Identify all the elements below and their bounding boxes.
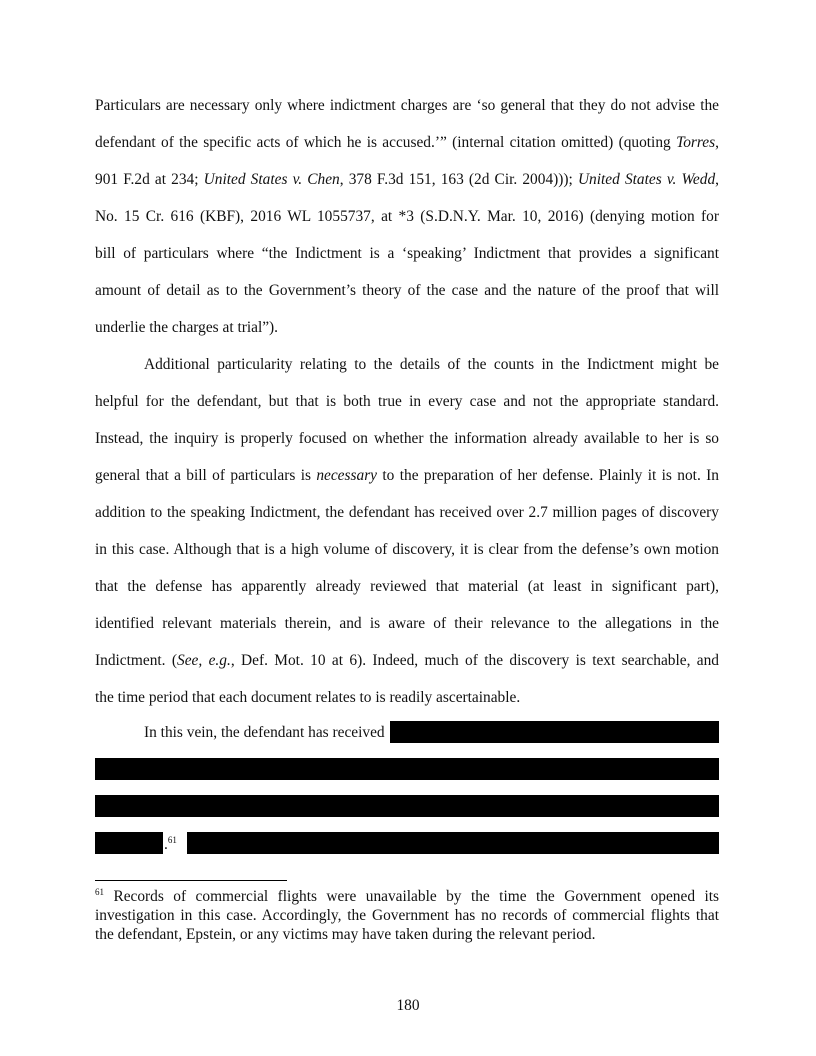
text-run: , 378 F.3d 151, 163 (2d Cir. 2004))); xyxy=(339,171,578,188)
text-run: general that a bill of particulars is xyxy=(95,467,317,484)
footnote-line: investigation in this case. Accordingly, the Government has no records of commercial flights that xyxy=(95,907,719,924)
redaction-block xyxy=(95,758,719,780)
text-run: defendant of the specific acts of which he is accused.’” (internal citation omitted) (quoting xyxy=(95,134,677,151)
case-name: United States v. Chen xyxy=(203,171,340,188)
text-run: , xyxy=(715,134,719,151)
emphasis: necessary xyxy=(316,467,378,484)
body-line: Additional particularity relating to the details of the counts in the Indictment might be xyxy=(144,356,719,373)
text-run: 901 F.2d at 234; xyxy=(95,171,204,188)
body-line: In this vein, the defendant has received xyxy=(144,724,385,741)
footnote-line: the defendant, Epstein, or any victims may have taken during the relevant period. xyxy=(95,926,596,943)
body-line: the time period that each document relates to is readily ascertainable. xyxy=(95,689,521,706)
redaction-block xyxy=(187,832,719,854)
body-line: underlie the charges at trial”). xyxy=(95,319,279,336)
case-name: Torres xyxy=(676,134,716,151)
body-line: Particulars are necessary only where indictment charges are ‘so general that they do not advise the xyxy=(95,97,719,114)
body-line: amount of detail as to the Government’s theory of the case and the nature of the proof that will xyxy=(95,282,719,299)
body-line: identified relevant materials therein, and is aware of their relevance to the allegations in the xyxy=(95,615,719,632)
case-name: United States v. Wedd xyxy=(577,171,716,188)
footnote-ref-number[interactable]: 61 xyxy=(167,835,177,845)
body-line: that the defense has apparently already reviewed that material (at least in significant part), xyxy=(95,578,719,595)
text-run: Indictment. ( xyxy=(95,652,178,669)
citation-signal: See, e.g. xyxy=(177,652,231,669)
body-line: in this case. Although that is a high volume of discovery, it is clear from the defense’s own motion xyxy=(95,541,719,558)
text-run: Records of commercial flights were unavailable by the time the Government opened its xyxy=(113,888,719,905)
body-line xyxy=(95,170,719,190)
page-number: 180 xyxy=(396,997,420,1014)
body-line: helpful for the defendant, but that is both true in every case and not the appropriate standard. xyxy=(95,393,719,410)
body-line xyxy=(95,651,719,671)
redaction-block xyxy=(95,795,719,817)
text-run: , Def. Mot. 10 at 6). Indeed, much of the discovery is text searchable, and xyxy=(230,652,720,669)
period: . xyxy=(164,836,168,853)
footnote-line xyxy=(95,888,719,906)
text-run: to the preparation of her defense. Plainly it is not. In xyxy=(377,467,719,484)
redaction-block xyxy=(95,832,163,854)
body-line xyxy=(95,133,719,153)
redaction-block xyxy=(390,721,719,743)
text-run: , xyxy=(715,171,720,188)
body-line: No. 15 Cr. 616 (KBF), 2016 WL 1055737, at *3 (S.D.N.Y. Mar. 10, 2016) (denying motion for xyxy=(95,208,719,225)
body-line: addition to the speaking Indictment, the defendant has received over 2.7 million pages of discovery xyxy=(95,504,719,521)
footnote-number: 61 xyxy=(95,887,104,897)
body-line: Instead, the inquiry is properly focused on whether the information already available to her is so xyxy=(95,430,719,447)
footnote-separator xyxy=(95,880,287,881)
body-line: bill of particulars where “the Indictment is a ‘speaking’ Indictment that provides a significant xyxy=(95,245,719,262)
body-line xyxy=(95,466,719,486)
